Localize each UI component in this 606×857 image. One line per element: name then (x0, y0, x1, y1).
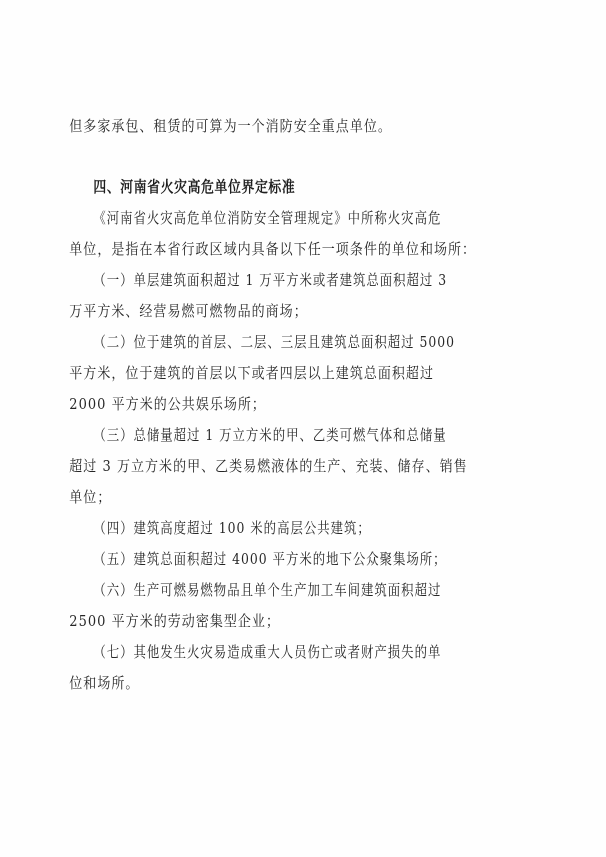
intro-line-1: 《河南省火灾高危单位消防安全管理规定》中所称火灾高危 (93, 209, 442, 227)
item-6-line-2: 2500 平方米的劳动密集型企业； (69, 612, 280, 630)
section-heading: 四、河南省火灾高危单位界定标准 (93, 178, 296, 196)
item-2-line-2: 平方米，位于建筑的首层以下或者四层以上建筑总面积超过 (69, 364, 434, 382)
item-3-line-1: （三）总储量超过 1 万立方米的甲、乙类可燃气体和总储量 (93, 426, 447, 444)
item-7-line-1: （七）其他发生火灾易造成重大人员伤亡或者财产损失的单 (93, 643, 442, 661)
item-1-line-1: （一）单层建筑面积超过 1 万平方米或者建筑总面积超过 3 (93, 271, 448, 289)
item-3-line-3: 单位； (69, 488, 112, 506)
paragraph-line-carryover: 但多家承包、租赁的可算为一个消防安全重点单位。 (69, 117, 392, 135)
item-7-line-2: 位和场所。 (69, 674, 140, 692)
item-1-line-2: 万平方米、经营易燃可燃物品的商场； (69, 302, 308, 320)
item-2-line-3: 2000 平方米的公共娱乐场所； (69, 395, 266, 413)
intro-line-2: 单位，是指在本省行政区域内具备以下任一项条件的单位和场所： (69, 240, 477, 258)
item-2-line-1: （二）位于建筑的首层、二层、三层且建筑总面积超过 5000 (93, 333, 456, 351)
item-3-line-2: 超过 3 万立方米的甲、乙类易燃液体的生产、充装、储存、销售 (69, 457, 468, 475)
item-6-line-1: （六）生产可燃易燃物品且单个生产加工车间建筑面积超过 (93, 581, 442, 599)
item-4-line-1: （四）建筑高度超过 100 米的高层公共建筑； (93, 519, 371, 537)
item-5-line-1: （五）建筑总面积超过 4000 平方米的地下公众聚集场所； (93, 550, 447, 568)
